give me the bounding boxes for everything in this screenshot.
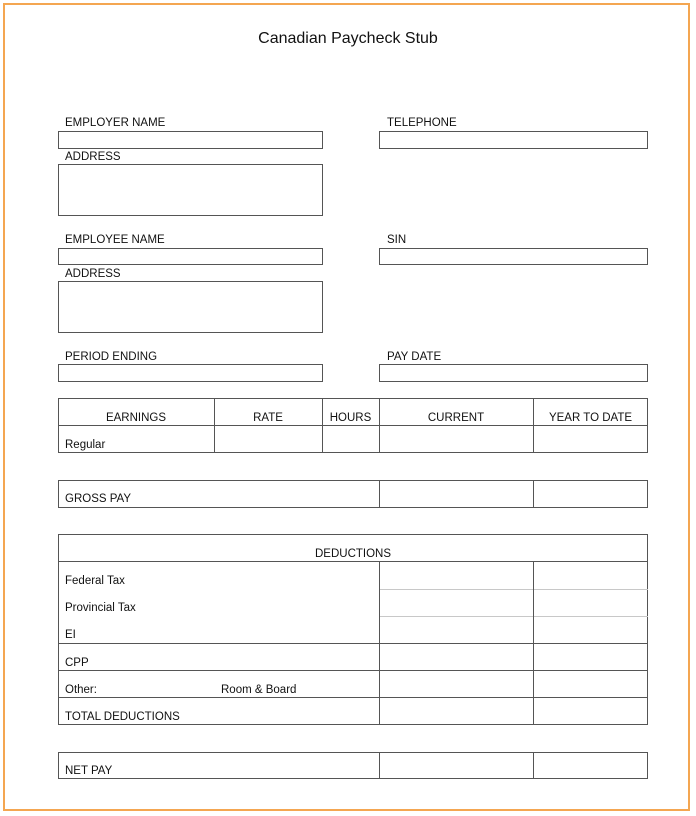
provincial-tax-label: Provincial Tax [65,602,136,614]
net-pay-row [58,752,648,779]
deductions-header-divider [58,561,648,562]
federal-tax-label: Federal Tax [65,575,125,587]
net-pay-col-divider [379,752,380,779]
period-ending-label: PERIOD ENDING [65,351,158,363]
year-to-date-header: YEAR TO DATE [548,412,633,424]
cpp-label: CPP [65,657,89,669]
deductions-row-divider [58,670,648,671]
hours-header: HOURS [329,412,372,424]
employee-name-label: EMPLOYEE NAME [65,234,165,246]
ei-label: EI [65,629,76,641]
deductions-row-divider [379,616,648,617]
telephone-field[interactable] [379,131,648,149]
earnings-col-divider [533,398,534,453]
net-pay-label: NET PAY [65,765,113,777]
gross-pay-col-divider [533,480,534,508]
employer-address-field[interactable] [58,164,323,216]
gross-pay-col-divider [379,480,380,508]
deductions-header: DEDUCTIONS [314,548,392,560]
current-header: CURRENT [427,412,485,424]
gross-pay-label: GROSS PAY [65,493,132,505]
rate-header: RATE [253,412,283,424]
telephone-label: TELEPHONE [387,117,457,129]
deductions-row-divider [58,697,648,698]
employer-address-label: ADDRESS [65,151,121,163]
pay-date-field[interactable] [379,364,648,382]
employee-name-field[interactable] [58,248,323,265]
other-label: Other: [65,684,97,696]
earnings-col-divider [379,398,380,453]
employee-address-label: ADDRESS [65,268,121,280]
earnings-col-divider [214,398,215,453]
earnings-col-divider [322,398,323,453]
earnings-header: EARNINGS [105,412,167,424]
regular-row-label: Regular [65,439,106,451]
gross-pay-row [58,480,648,508]
room-and-board-note: Room & Board [221,684,297,696]
employee-address-field[interactable] [58,281,323,333]
sin-field[interactable] [379,248,648,265]
deductions-col-divider [533,561,534,725]
pay-date-label: PAY DATE [387,351,442,363]
employer-name-field[interactable] [58,131,323,149]
net-pay-col-divider [533,752,534,779]
earnings-header-divider [58,425,648,426]
employer-name-label: EMPLOYER NAME [65,117,166,129]
period-ending-field[interactable] [58,364,323,382]
deductions-col-divider [379,561,380,725]
deductions-row-divider [379,589,648,590]
deductions-row-divider [58,643,648,644]
sin-label: SIN [387,234,407,246]
total-deductions-label: TOTAL DEDUCTIONS [65,711,180,723]
document-title: Canadian Paycheck Stub [258,30,438,47]
